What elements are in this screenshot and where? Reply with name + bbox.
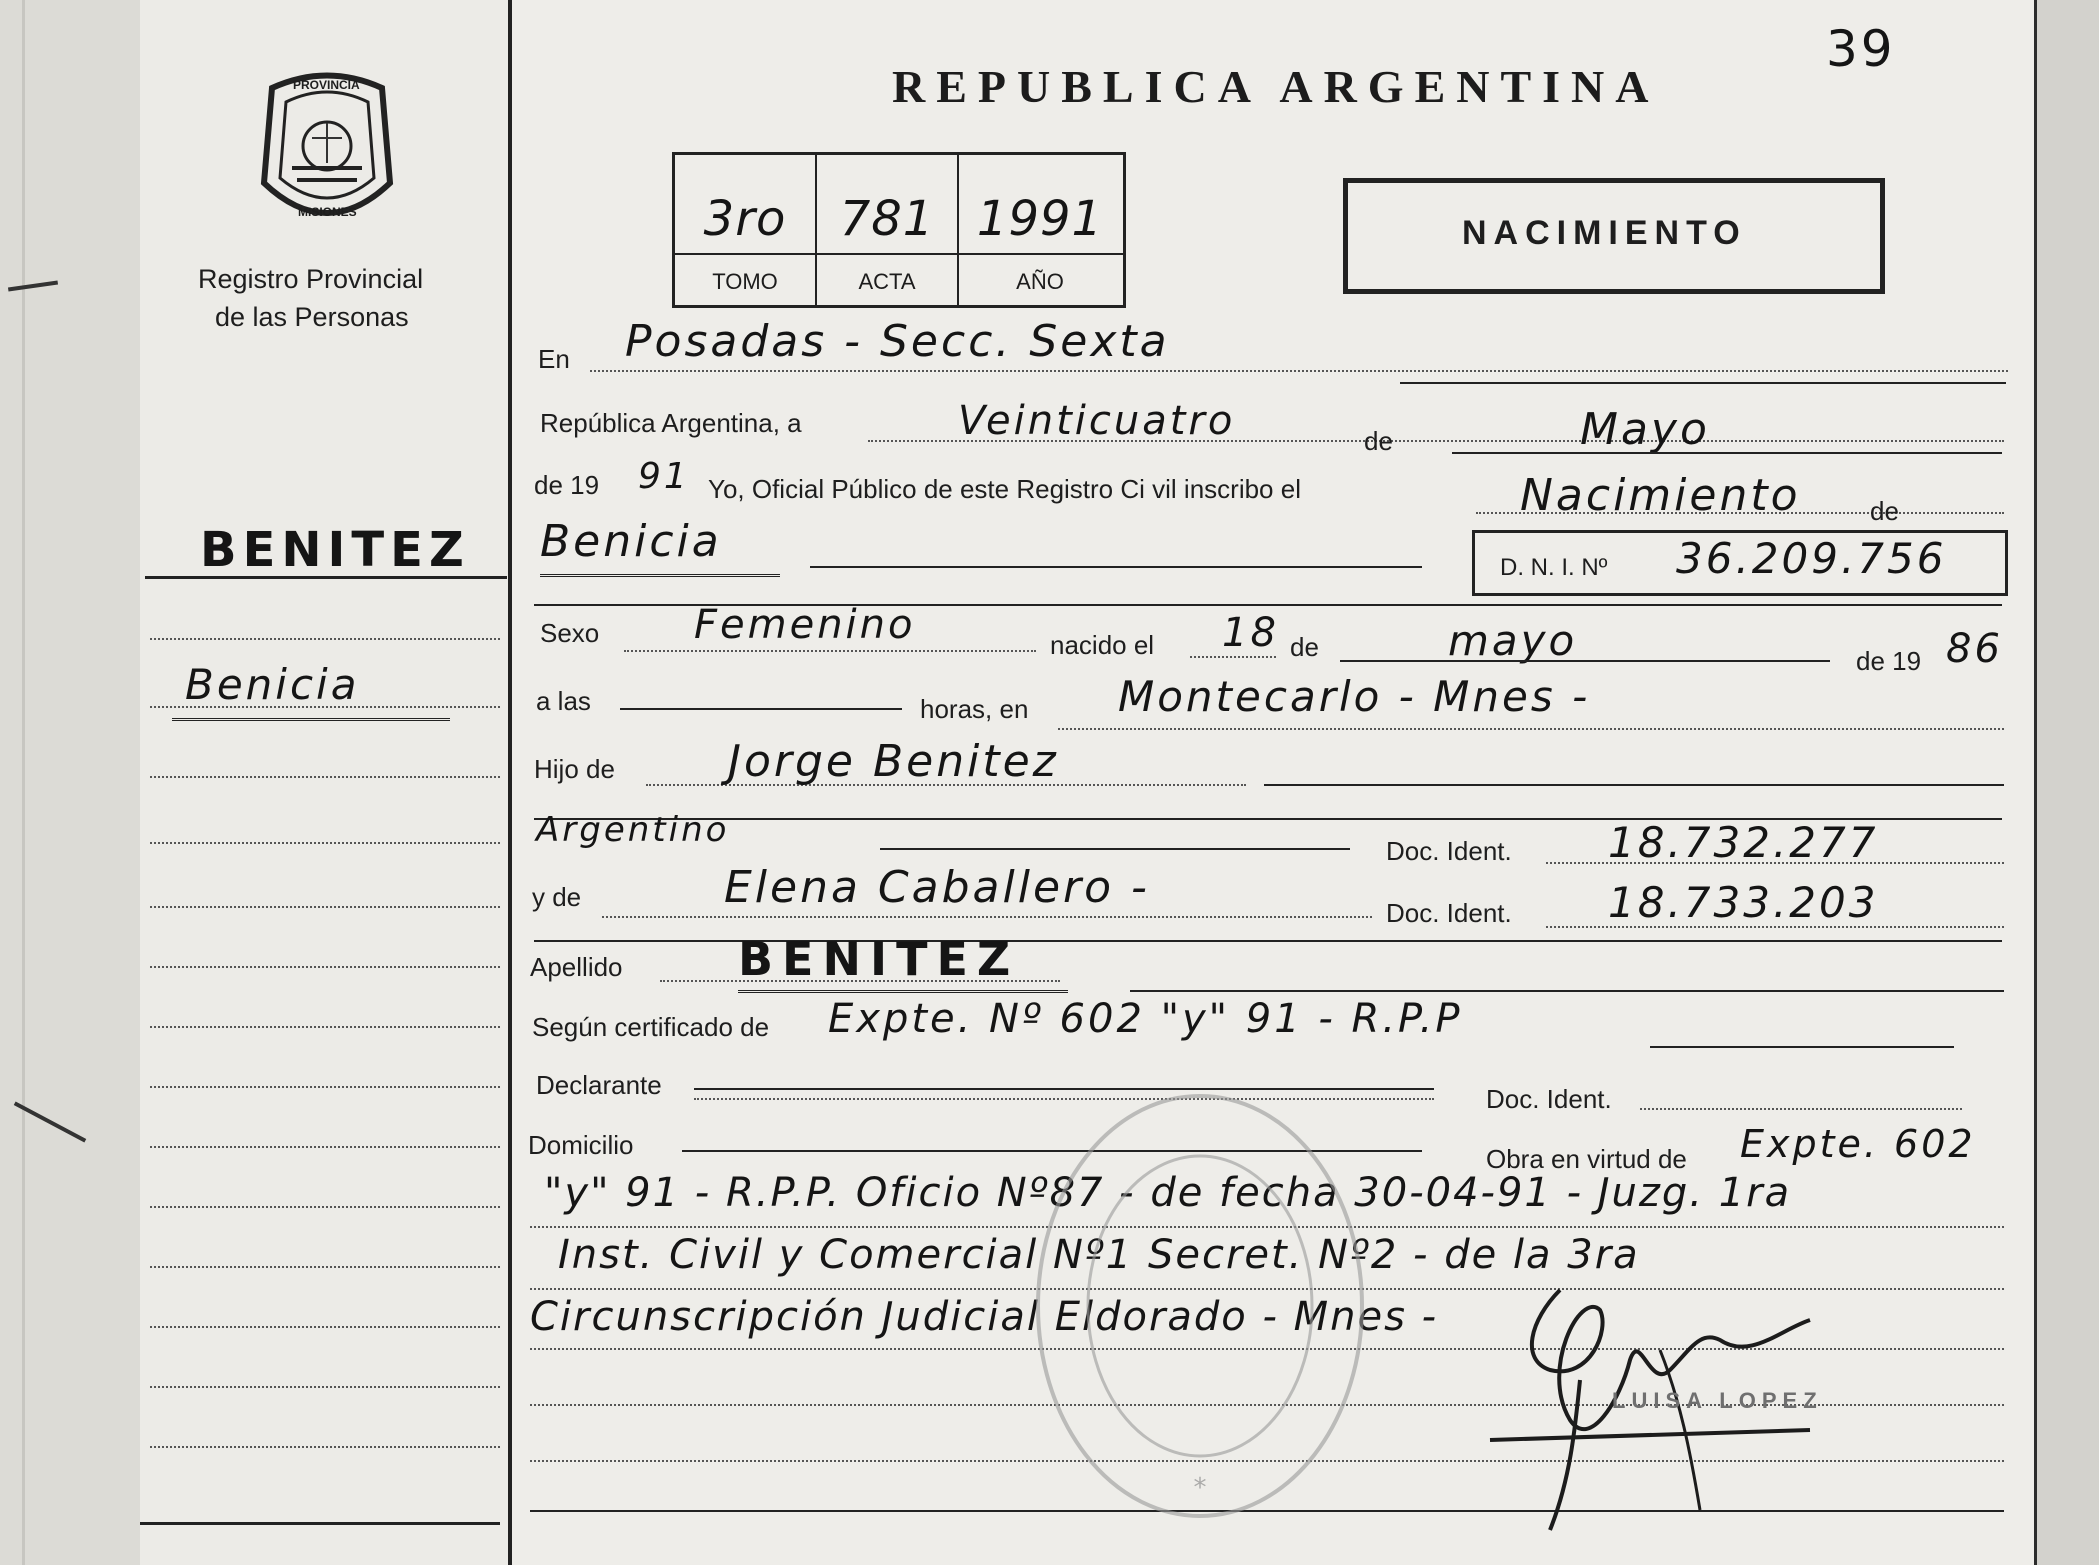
republica-label: República Argentina, a <box>540 408 802 438</box>
sexo-label: Sexo <box>540 618 600 648</box>
stub-apellido: BENITEZ <box>200 522 470 578</box>
stub-line <box>150 638 500 640</box>
de-label3: de <box>1290 632 1319 662</box>
dni-label: D. N. I. Nº <box>1500 554 1608 581</box>
padre-line <box>1264 784 2004 786</box>
madre-doc: 18.733.203 <box>1608 878 1879 927</box>
sexo-dots <box>624 650 1036 652</box>
madre-value: Elena Caballero - <box>724 862 1150 913</box>
official-name: LUISA LOPEZ <box>1612 1388 1823 1413</box>
hijo-label: Hijo de <box>534 754 615 784</box>
horas-label: horas, en <box>920 694 1029 724</box>
apellido-line <box>1130 990 2004 992</box>
en-underline <box>1400 382 2006 384</box>
stub-bottom-rule <box>140 1522 500 1525</box>
nacido-dots <box>1190 656 1276 658</box>
y-de-label: y de <box>532 882 582 912</box>
stub-apellido-rule <box>145 576 507 579</box>
stub-line <box>150 906 500 908</box>
padre-nac-line <box>880 848 1350 850</box>
page-number: 39 <box>1826 20 1896 78</box>
segun-line <box>1650 1046 1954 1048</box>
outer-page <box>2037 0 2099 1565</box>
inscribe-value: Nacimiento <box>1520 470 1801 521</box>
nacido-label: nacido el <box>1050 630 1155 660</box>
stub-line <box>150 1146 500 1148</box>
stub-line <box>150 1386 500 1388</box>
stub-line <box>150 842 500 844</box>
madre-dots <box>602 916 1372 918</box>
nombre-value: Benicia <box>540 516 722 567</box>
obra-value: Expte. 602 <box>1740 1122 1976 1166</box>
obs-line-1: "y" 91 - R.P.P. Oficio Nº87 - de fecha 30-04-91 - Juzg. 1ra <box>544 1170 1792 1216</box>
apellido-underline <box>738 990 1068 993</box>
anio-cell <box>959 155 1121 305</box>
nacido-dia: 18 <box>1222 610 1279 656</box>
dia-value: Veinticuatro <box>958 398 1236 444</box>
index-box <box>672 152 1126 308</box>
stub-nombre: Benicia <box>185 660 360 709</box>
acta-cell <box>817 155 959 305</box>
registry-name-line1: Registro Provincial <box>198 264 424 294</box>
stub-line <box>150 1446 500 1448</box>
obs-line-2: Inst. Civil y Comercial Nº1 Secret. Nº2 - de la 3ra <box>558 1232 1640 1278</box>
stub-line <box>150 966 500 968</box>
acta-label: ACTA <box>858 269 916 294</box>
segun-value: Expte. Nº 602 "y" 91 - R.P.P <box>828 996 1463 1042</box>
binder-margin <box>0 0 140 1565</box>
stub-line <box>150 776 500 778</box>
nacido-mes-line <box>1340 660 1830 662</box>
mes-underline <box>1452 452 2002 454</box>
yo-text: Yo, Oficial Público de este Registro Ci vil inscribo el <box>708 474 1301 504</box>
binder-crease <box>22 0 25 1565</box>
declarante-label: Declarante <box>536 1070 662 1100</box>
nombre-underline <box>540 574 780 577</box>
domicilio-label: Domicilio <box>528 1130 634 1160</box>
registry-name-line2: de las Personas <box>215 302 409 332</box>
anio-year-value: 91 <box>638 456 690 497</box>
svg-text:*: * <box>1193 1473 1207 1503</box>
lugar-value: Montecarlo - Mnes - <box>1118 672 1591 721</box>
segun-label: Según certificado de <box>532 1012 770 1042</box>
anio-value: 1991 <box>976 191 1104 247</box>
de-label: de <box>1364 426 1393 456</box>
lugar-dots <box>1058 728 2004 730</box>
declarante-doc-dots <box>1640 1108 1962 1110</box>
declarante-doc-label: Doc. Ident. <box>1486 1084 1612 1114</box>
stub-nombre-rule <box>172 718 450 721</box>
en-dots <box>590 370 2008 372</box>
padre-value: Jorge Benitez <box>728 736 1059 787</box>
seal-text-bottom: MISIONES <box>298 205 357 219</box>
acta-value: 781 <box>839 191 935 247</box>
official-stamp-icon <box>1030 1086 1370 1526</box>
nombre-line <box>810 566 1422 568</box>
stub-line <box>150 1026 500 1028</box>
anio-label: AÑO <box>1016 269 1064 294</box>
en-label: En <box>538 344 570 374</box>
padre-doc-label: Doc. Ident. <box>1386 836 1512 866</box>
country-title: REPUBLICA ARGENTINA <box>892 61 1660 112</box>
mes-value: Mayo <box>1580 404 1710 455</box>
sexo-value: Femenino <box>694 602 916 648</box>
tomo-label: TOMO <box>712 269 778 294</box>
de19-label: de 19 <box>534 470 600 500</box>
de-label2: de <box>1870 496 1899 526</box>
nacido-mes: mayo <box>1448 616 1578 665</box>
a-las-label: a las <box>536 686 591 716</box>
tomo-value: 3ro <box>703 191 787 247</box>
stub-line <box>150 706 500 708</box>
de19-label2: de 19 <box>1856 646 1922 676</box>
tomo-cell <box>675 155 817 305</box>
stub-line <box>150 1206 500 1208</box>
nacido-anio: 86 <box>1946 626 2003 672</box>
obra-label: Obra en virtud de <box>1486 1144 1687 1174</box>
apellido-label: Apellido <box>530 952 623 982</box>
padre-nacionalidad: Argentino <box>536 810 730 850</box>
en-value: Posadas - Secc. Sexta <box>625 316 1170 367</box>
seal-text-top: PROVINCIA <box>293 78 360 92</box>
record-type: NACIMIENTO <box>1462 214 1747 252</box>
obs-line-3: Circunscripción Judicial Eldorado - Mnes - <box>530 1294 1439 1340</box>
horas-line <box>620 708 902 710</box>
stub-line <box>150 1086 500 1088</box>
padre-doc: 18.732.277 <box>1608 818 1879 867</box>
apellido-value: BENITEZ <box>738 932 1020 986</box>
stub-line <box>150 1326 500 1328</box>
madre-doc-label: Doc. Ident. <box>1386 898 1512 928</box>
stub-line <box>150 1266 500 1268</box>
dni-value: 36.209.756 <box>1676 534 1947 583</box>
